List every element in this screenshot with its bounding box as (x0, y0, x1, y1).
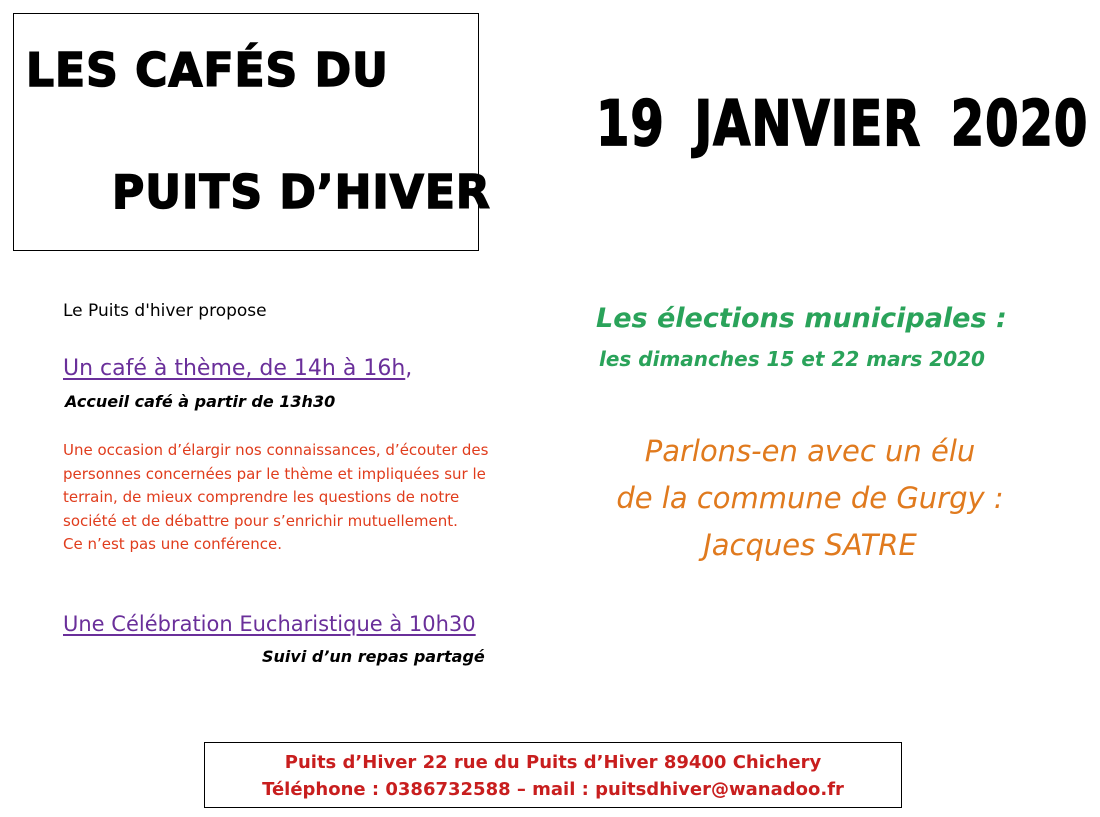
description-line: Ce n’est pas une conférence. (63, 535, 283, 553)
event2-title: Une Célébration Eucharistique à 10h30 (63, 612, 476, 636)
discussion-block (590, 428, 1030, 569)
discussion-line: Jacques SATRE (703, 528, 917, 562)
footer-contact: Téléphone : 0386732588 – mail : puitsdhiver@wanadoo.fr (262, 779, 844, 800)
discussion-line: Parlons-en avec un élu (644, 434, 976, 468)
event2-subtitle: Suivi d’un repas partagé (262, 647, 485, 666)
title-line-2: PUITS D’HIVER (112, 166, 491, 220)
description-line: Une occasion d’élargir nos connaissances, d’écouter des (63, 441, 489, 459)
elections-dates: les dimanches 15 et 22 mars 2020 (599, 347, 985, 371)
footer-contact-box (204, 742, 902, 808)
event-date: 19 JANVIER 2020 (596, 88, 1089, 161)
discussion-line: de la commune de Gurgy : (616, 481, 1004, 515)
description (63, 439, 513, 557)
event1-title-suffix: , (405, 356, 413, 381)
description-line: terrain, de mieux comprendre les questions de notre (63, 488, 460, 506)
description-line: personnes concernées par le thème et impliquées sur le (63, 464, 486, 483)
description-line: société et de débattre pour s’enrichir mutuellement. (63, 511, 458, 530)
title-line-1: LES CAFÉS DU (26, 44, 389, 98)
elections-title: Les élections municipales : (596, 303, 1007, 334)
title-box (13, 13, 491, 251)
footer-address: Puits d’Hiver 22 rue du Puits d’Hiver 89400 Chichery (284, 752, 822, 773)
event1-title (63, 356, 412, 381)
event1-title-text: Un café à thème, de 14h à 16h (63, 356, 406, 381)
intro-text: Le Puits d'hiver propose (63, 301, 267, 321)
event1-subtitle: Accueil café à partir de 13h30 (65, 392, 336, 411)
